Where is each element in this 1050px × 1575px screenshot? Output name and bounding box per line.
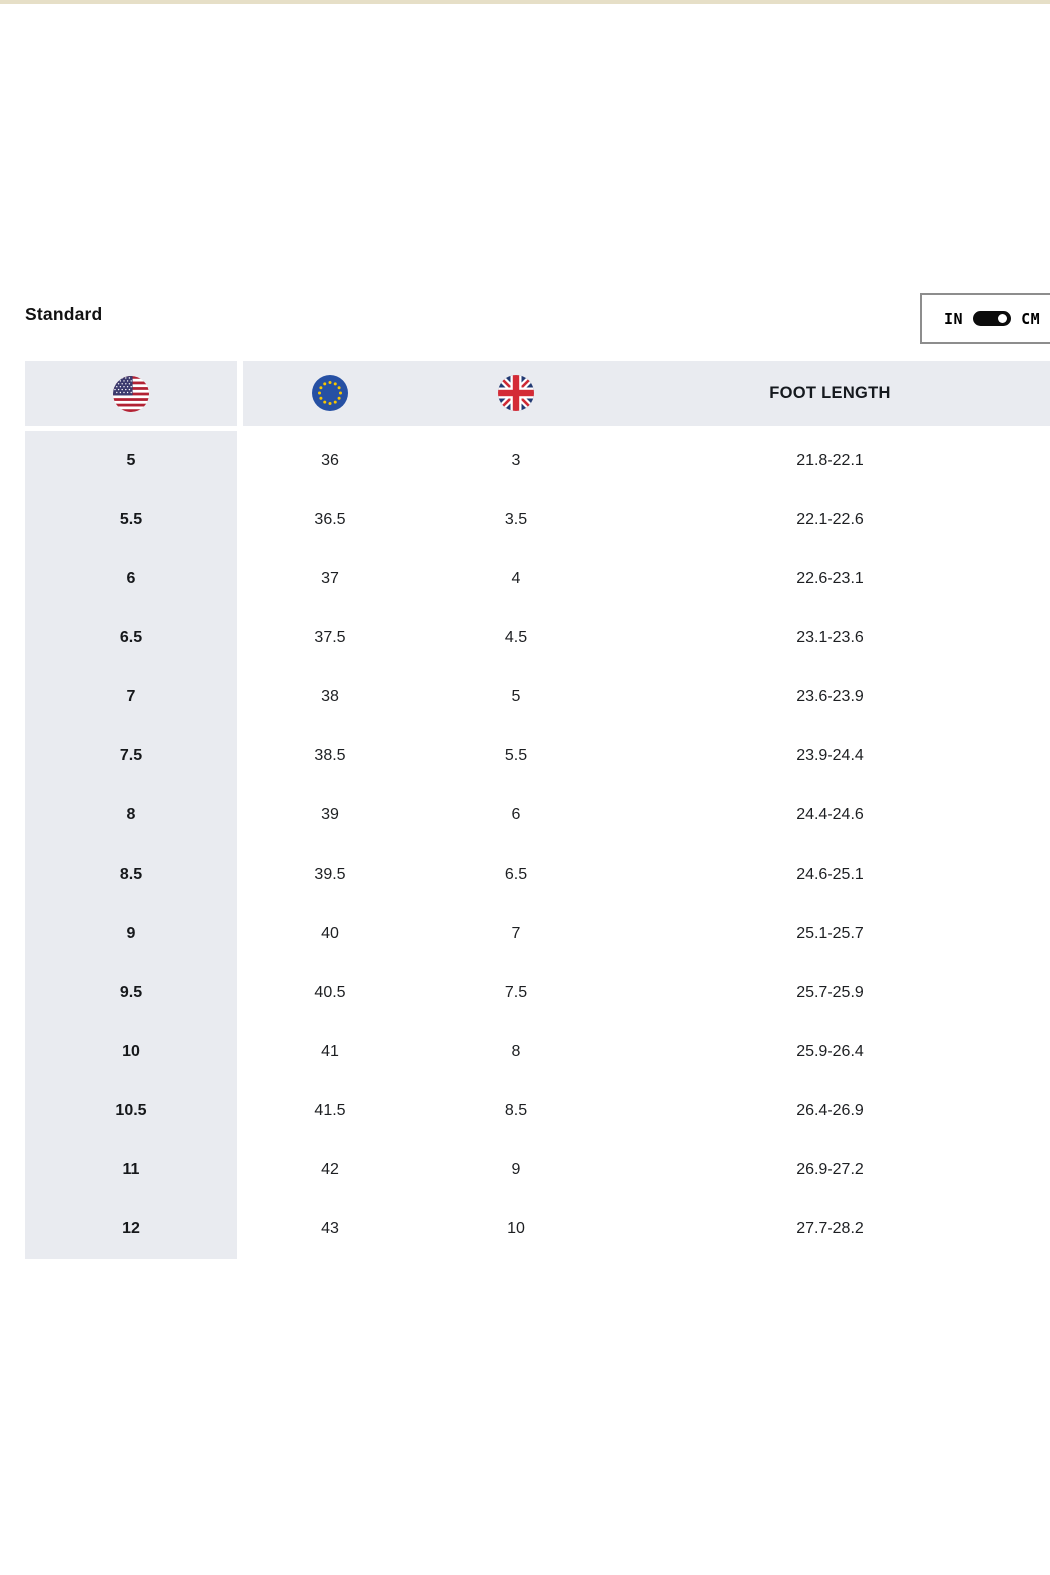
us-size-cell: 8 (126, 806, 136, 824)
table-row (25, 1200, 1050, 1259)
foot-length-cell: 22.6-23.1 (796, 569, 864, 587)
table-row (25, 608, 1050, 667)
eu-size-cell: 36 (321, 451, 339, 469)
eu-size-cell: 41 (321, 1042, 339, 1060)
us-size-cell: 8.5 (119, 865, 143, 883)
us-size-cell: 9 (126, 924, 136, 942)
foot-length-cell: 25.1-25.7 (796, 924, 864, 942)
us-size-cell: 11 (122, 1161, 140, 1179)
table-row (25, 490, 1050, 549)
us-size-cell: 10.5 (115, 1102, 147, 1120)
foot-length-cell: 24.4-24.6 (796, 806, 864, 824)
eu-size-cell: 39 (321, 806, 339, 824)
toggle-knob-icon (998, 314, 1007, 323)
uk-size-cell: 8.5 (504, 1102, 528, 1120)
foot-length-cell: 22.1-22.6 (796, 510, 864, 528)
table-row (25, 549, 1050, 608)
eu-flag-icon (312, 375, 348, 411)
foot-length-cell: 27.7-28.2 (796, 1220, 864, 1238)
us-size-cell: 7 (126, 688, 136, 706)
uk-size-cell: 4.5 (504, 628, 528, 646)
size-chart-table (25, 431, 1050, 1259)
us-size-cell: 10 (122, 1042, 140, 1060)
eu-size-cell: 40 (321, 924, 339, 942)
uk-size-cell: 10 (507, 1220, 525, 1238)
unit-toggle[interactable] (920, 293, 1050, 344)
us-size-cell: 9.5 (119, 983, 143, 1001)
unit-label-in: IN (944, 309, 964, 328)
eu-size-cell: 41.5 (314, 1102, 346, 1120)
table-row (25, 727, 1050, 786)
uk-size-cell: 4 (511, 569, 521, 587)
table-row (25, 963, 1050, 1022)
foot-length-cell: 23.6-23.9 (796, 688, 864, 706)
uk-size-cell: 3 (511, 451, 521, 469)
foot-length-header: FOOT LENGTH (769, 384, 891, 402)
table-row (25, 1022, 1050, 1081)
table-row (25, 904, 1050, 963)
uk-size-cell: 9 (511, 1161, 521, 1179)
foot-length-cell: 25.7-25.9 (796, 983, 864, 1001)
unit-label-cm: CM (1021, 309, 1041, 328)
us-size-cell: 7.5 (119, 747, 143, 765)
foot-length-cell: 23.1-23.6 (796, 628, 864, 646)
eu-size-cell: 37 (321, 569, 339, 587)
table-row (25, 786, 1050, 845)
uk-size-cell: 3.5 (504, 510, 528, 528)
uk-size-cell: 8 (511, 1042, 521, 1060)
unit-toggle-switch[interactable] (973, 311, 1011, 326)
foot-length-cell: 21.8-22.1 (796, 451, 864, 469)
top-accent-bar (0, 0, 1050, 4)
foot-length-cell: 23.9-24.4 (796, 747, 864, 765)
eu-size-cell: 38.5 (314, 747, 346, 765)
eu-size-cell: 37.5 (314, 628, 346, 646)
eu-size-cell: 38 (321, 688, 339, 706)
us-size-cell: 12 (122, 1220, 140, 1238)
table-header-us (25, 361, 237, 426)
table-row (25, 1141, 1050, 1200)
eu-size-cell: 36.5 (314, 510, 346, 528)
uk-size-cell: 6 (511, 806, 521, 824)
us-size-cell: 5.5 (119, 510, 143, 528)
foot-length-cell: 24.6-25.1 (796, 865, 864, 883)
foot-length-cell: 26.4-26.9 (796, 1102, 864, 1120)
eu-size-cell: 43 (321, 1220, 339, 1238)
us-size-cell: 6 (126, 569, 136, 587)
uk-flag-icon (498, 375, 534, 411)
foot-length-cell: 26.9-27.2 (796, 1161, 864, 1179)
uk-size-cell: 6.5 (504, 865, 528, 883)
table-row (25, 668, 1050, 727)
us-size-cell: 5 (126, 451, 136, 469)
table-header-right (243, 361, 1050, 426)
uk-size-cell: 5 (511, 688, 521, 706)
eu-size-cell: 40.5 (314, 983, 346, 1001)
page-title: Standard (25, 304, 103, 324)
us-flag-icon (113, 376, 149, 412)
table-row (25, 845, 1050, 904)
foot-length-cell: 25.9-26.4 (796, 1042, 864, 1060)
uk-size-cell: 7 (511, 924, 521, 942)
uk-size-cell: 5.5 (504, 747, 528, 765)
us-size-cell: 6.5 (119, 628, 143, 646)
eu-size-cell: 42 (321, 1161, 339, 1179)
eu-size-cell: 39.5 (314, 865, 346, 883)
uk-size-cell: 7.5 (504, 983, 528, 1001)
table-row (25, 1082, 1050, 1141)
table-row (25, 431, 1050, 490)
